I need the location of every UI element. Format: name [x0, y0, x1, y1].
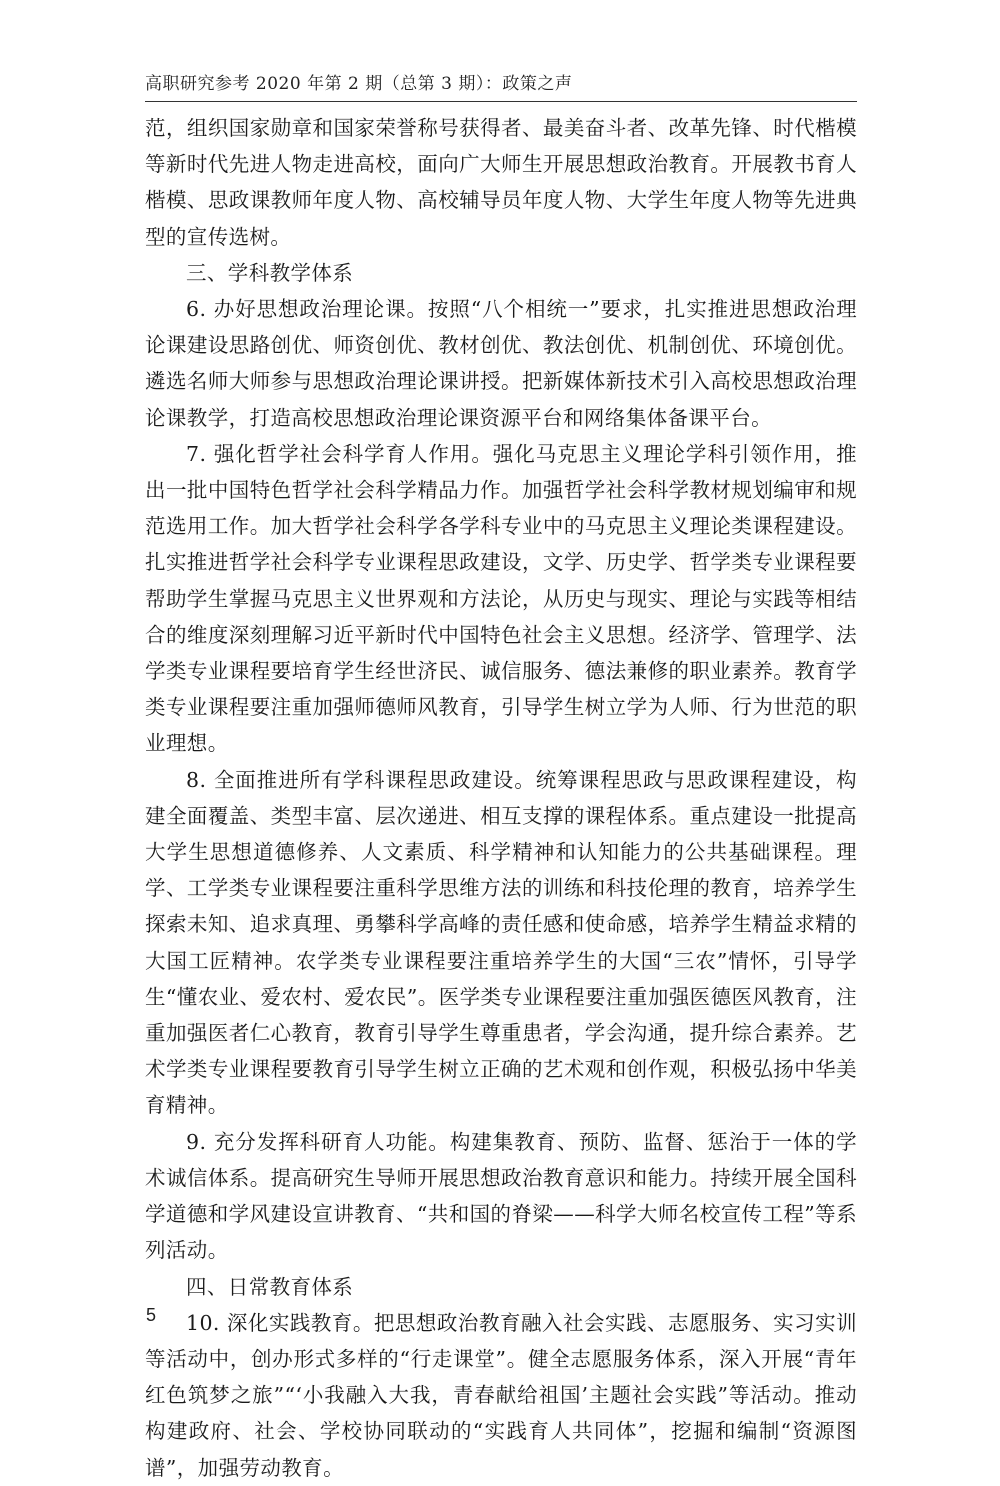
section-heading-discipline-teaching: 三、学科教学体系 [186, 260, 354, 285]
section-heading-daily-education: 四、日常教育体系 [186, 1274, 354, 1299]
paragraph-item-8: 8. 全面推进所有学科课程思政建设。统筹课程思政与思政课程建设，构建全面覆盖、类型丰富、层次递进、相互支撑的课程体系。重点建设一批提高大学生思想道德修养、人文素质、科学精神和认知能力的公共基础课程。理学、工学类专业课程要注重科学思维方法的训练和科技伦理的教育，培养学生探索未知、追求真理、勇攀科学高峰的责任感和使命感，培养学生精益求精的大国工匠精神。农学类专业课程要注重培养学生的大国“三农”情怀，引导学生“懂农业、爱农村、爱农民”。医学类专业课程要注重加强医德医风教育，注重加强医者仁心教育，教育引导学生尊重患者，学会沟通，提升综合素养。艺术学类专业课程要教育引导学生树立正确的艺术观和创作观，积极弘扬中华美育精神。 [145, 767, 857, 1118]
header-divider [145, 101, 857, 102]
paragraph-item-9: 9. 充分发挥科研育人功能。构建集教育、预防、监督、惩治于一体的学术诚信体系。提高研究生导师开展思想政治教育意识和能力。持续开展全国科学道德和学风建设宣讲教育、“共和国的脊梁——科学大师名校宣传工程”等系列活动。 [145, 1129, 857, 1263]
running-header: 高职研究参考 2020 年第 2 期（总第 3 期）：政策之声 [145, 74, 573, 94]
body-text [145, 110, 857, 1486]
paragraph-continuation: 范，组织国家勋章和国家荣誉称号获得者、最美奋斗者、改革先锋、时代楷模等新时代先进人物走进高校，面向广大师生开展思想政治教育。开展教书育人楷模、思政课教师年度人物、高校辅导员年度人物、大学生年度人物等先进典型的宣传选树。 [145, 116, 857, 249]
page-number: 5 [146, 1305, 157, 1325]
paragraph-item-6: 6. 办好思想政治理论课。按照“八个相统一”要求，扎实推进思想政治理论课建设思路创优、师资创优、教材创优、教法创优、机制创优、环境创优。遴选名师大师参与思想政治理论课讲授。把新媒体新技术引入高校思想政治理论课教学，打造高校思想政治理论课资源平台和网络集体备课平台。 [145, 297, 857, 430]
paragraph-item-7: 7. 强化哲学社会科学育人作用。强化马克思主义理论学科引领作用，推出一批中国特色哲学社会科学精品力作。加强哲学社会科学教材规划编审和规范选用工作。加大哲学社会科学各学科专业中的马克思主义理论类课程建设。扎实推进哲学社会科学专业课程思政建设，文学、历史学、哲学类专业课程要帮助学生掌握马克思主义世界观和方法论，从历史与现实、理论与实践等相结合的维度深刻理解习近平新时代中国特色社会主义思想。经济学、管理学、法学类专业课程要培育学生经世济民、诚信服务、德法兼修的职业素养。教育学类专业课程要注重加强师德师风教育，引导学生树立学为人师、行为世范的职业理想。 [145, 441, 857, 756]
paragraph-item-10: 10. 深化实践教育。把思想政治教育融入社会实践、志愿服务、实习实训等活动中，创办形式多样的“行走课堂”。健全志愿服务体系，深入开展“青年红色筑梦之旅”“‘小我融入大我，青春献给祖国’主题社会实践”等活动。推动构建政府、社会、学校协同联动的“实践育人共同体”，挖掘和编制“资源图谱”，加强劳动教育。 [145, 1310, 857, 1480]
